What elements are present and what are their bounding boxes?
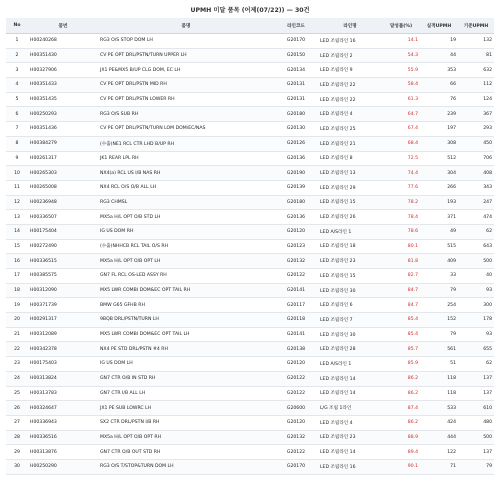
- table-row[interactable]: [6, 327, 494, 342]
- achievement-rate: 85.7: [382, 342, 420, 357]
- line-code: G20132: [274, 430, 318, 445]
- table-row[interactable]: [6, 107, 494, 122]
- part-no: H00250293: [28, 107, 98, 122]
- achievement-rate: 54.3: [382, 48, 420, 63]
- line-name: LED 조립라인 8: [318, 151, 382, 166]
- achievement-rate: 64.7: [382, 107, 420, 122]
- table-row[interactable]: [6, 371, 494, 386]
- part-no: H00371739: [28, 298, 98, 313]
- line-name: LED 조립라인 4: [318, 107, 382, 122]
- achievement-rate: 82.7: [382, 269, 420, 284]
- actual-upmh: 424: [420, 415, 458, 430]
- achievement-rate: 78.6: [382, 224, 420, 239]
- actual-upmh: 33: [420, 269, 458, 284]
- table-row[interactable]: [6, 357, 494, 372]
- achievement-rate: 80.1: [382, 239, 420, 254]
- achievement-rate: 84.7: [382, 283, 420, 298]
- standard-upmh: 500: [458, 254, 494, 269]
- standard-upmh: 632: [458, 63, 494, 78]
- line-code: G20190: [274, 166, 318, 181]
- line-code: G20150: [274, 48, 318, 63]
- line-code: G20141: [274, 327, 318, 342]
- line-code: G20170: [274, 459, 318, 474]
- table-row[interactable]: [6, 415, 494, 430]
- part-name: MX5 LWR COMBI DOM&EC OPT TAIL LH: [98, 327, 274, 342]
- row-no: 20: [6, 313, 28, 328]
- part-no: H00342378: [28, 342, 98, 357]
- achievement-rate: 90.1: [382, 459, 420, 474]
- part-name: RG3 O/S STOP DOM LH: [98, 34, 274, 49]
- row-no: 9: [6, 151, 28, 166]
- table-row[interactable]: [6, 195, 494, 210]
- line-code: G20136: [274, 210, 318, 225]
- line-name: LED 조립라인 14: [318, 386, 382, 401]
- actual-upmh: 79: [420, 283, 458, 298]
- part-no: H00324647: [28, 401, 98, 416]
- table-row[interactable]: [6, 313, 494, 328]
- part-name: GN7 CTR I/B ALL LH: [98, 386, 274, 401]
- achievement-rate: 55.9: [382, 63, 420, 78]
- line-name: LED 조립라인 4: [318, 415, 382, 430]
- part-no: H00261317: [28, 151, 98, 166]
- actual-upmh: 239: [420, 107, 458, 122]
- line-name: LED 조립라인 15: [318, 195, 382, 210]
- actual-upmh: 561: [420, 342, 458, 357]
- standard-upmh: 132: [458, 34, 494, 49]
- col-header-line-code[interactable]: 라인코드: [274, 18, 318, 34]
- line-name: LED 조립라인 26: [318, 210, 382, 225]
- row-no: 11: [6, 180, 28, 195]
- table-row[interactable]: [6, 151, 494, 166]
- achievement-rate: 86.2: [382, 415, 420, 430]
- part-name: (수출)NE1 RCL CTR LHD B/UP RH: [98, 136, 274, 151]
- actual-upmh: 197: [420, 122, 458, 137]
- actual-upmh: 512: [420, 151, 458, 166]
- row-no: 30: [6, 459, 28, 474]
- achievement-rate: 58.4: [382, 78, 420, 93]
- part-name: BMW G65 GFHB RH: [98, 298, 274, 313]
- line-code: G20139: [274, 180, 318, 195]
- standard-upmh: 293: [458, 122, 494, 137]
- part-name: CV PE OPT DRL/PSTN/TURN LOM DOM/EC/NAS: [98, 122, 274, 137]
- standard-upmh: 247: [458, 195, 494, 210]
- actual-upmh: 44: [420, 48, 458, 63]
- row-no: 13: [6, 210, 28, 225]
- actual-upmh: 118: [420, 371, 458, 386]
- achievement-rate: 14.1: [382, 34, 420, 49]
- part-name: GN7 CTR O/B OUT STD RH: [98, 445, 274, 460]
- part-no: H00384279: [28, 136, 98, 151]
- actual-upmh: 515: [420, 239, 458, 254]
- line-name: LED 조립라인 23: [318, 430, 382, 445]
- line-code: G20120: [274, 415, 318, 430]
- table-row[interactable]: [6, 430, 494, 445]
- line-code: G20122: [274, 445, 318, 460]
- achievement-rate: 67.4: [382, 122, 420, 137]
- part-name: 9BQB DRL/PSTN/TURN LH: [98, 313, 274, 328]
- line-code: G20136: [274, 151, 318, 166]
- standard-upmh: 610: [458, 401, 494, 416]
- line-name: LED 조립라인 15: [318, 269, 382, 284]
- line-name: LED 조립라인 21: [318, 136, 382, 151]
- actual-upmh: 122: [420, 445, 458, 460]
- part-name: MX5 LWR COMBI DOM&EC OPT TAIL RH: [98, 283, 274, 298]
- line-name: LED 조립라인 9: [318, 63, 382, 78]
- table-row[interactable]: [6, 283, 494, 298]
- part-no: H00291317: [28, 313, 98, 328]
- part-no: H00175403: [28, 357, 98, 372]
- part-no: H00336507: [28, 210, 98, 225]
- actual-upmh: 304: [420, 166, 458, 181]
- actual-upmh: 66: [420, 78, 458, 93]
- achievement-rate: 84.7: [382, 298, 420, 313]
- standard-upmh: 500: [458, 430, 494, 445]
- upmh-table: [6, 18, 494, 475]
- row-no: 17: [6, 269, 28, 284]
- part-name: RG3 O/S T/STOP&TURN DOM LH: [98, 459, 274, 474]
- achievement-rate: 85.9: [382, 357, 420, 372]
- table-row[interactable]: [6, 298, 494, 313]
- table-row[interactable]: [6, 386, 494, 401]
- line-name: LED 조립라인 7: [318, 313, 382, 328]
- line-code: G20600: [274, 401, 318, 416]
- standard-upmh: 367: [458, 107, 494, 122]
- row-no: 10: [6, 166, 28, 181]
- line-name: LED 조립라인 14: [318, 371, 382, 386]
- line-code: G20141: [274, 283, 318, 298]
- line-code: G20170: [274, 34, 318, 49]
- part-no: H00250290: [28, 459, 98, 474]
- line-name: LED 조립라인 16: [318, 459, 382, 474]
- part-name: IG US DOM RH: [98, 224, 274, 239]
- standard-upmh: 450: [458, 136, 494, 151]
- part-name: CV PE OPT DRL/PSTN/TURN UPPER LH: [98, 48, 274, 63]
- line-code: G20117: [274, 298, 318, 313]
- row-no: 1: [6, 34, 28, 49]
- achievement-rate: 68.4: [382, 136, 420, 151]
- part-no: H00236948: [28, 195, 98, 210]
- line-name: LED A/S라인 1: [318, 357, 382, 372]
- achievement-rate: 87.4: [382, 401, 420, 416]
- line-code: G20122: [274, 371, 318, 386]
- part-no: H00175404: [28, 224, 98, 239]
- standard-upmh: 79: [458, 459, 494, 474]
- part-no: H00272490: [28, 239, 98, 254]
- col-header-part-name[interactable]: 품명: [98, 18, 274, 34]
- standard-upmh: 124: [458, 92, 494, 107]
- part-name: CV PE OPT DRL/PSTN MID RH: [98, 78, 274, 93]
- row-no: 27: [6, 415, 28, 430]
- table-row[interactable]: [6, 239, 494, 254]
- standard-upmh: 62: [458, 224, 494, 239]
- standard-upmh: 81: [458, 48, 494, 63]
- table-row[interactable]: [6, 224, 494, 239]
- part-no: H00351433: [28, 78, 98, 93]
- achievement-rate: 61.3: [382, 92, 420, 107]
- part-name: NX4 PE STD DRL/PSTN #4 RH: [98, 342, 274, 357]
- row-no: 5: [6, 92, 28, 107]
- line-code: G20131: [274, 92, 318, 107]
- part-name: (수출)NHHCB RCL TAIL O/S RH: [98, 239, 274, 254]
- standard-upmh: 137: [458, 386, 494, 401]
- row-no: 22: [6, 342, 28, 357]
- part-name: RG3 O/S SUB RH: [98, 107, 274, 122]
- actual-upmh: 353: [420, 63, 458, 78]
- part-name: JX1 PE SUB LOWRC LH: [98, 401, 274, 416]
- part-name: MX5a H/L OPT O/B OPT LH: [98, 254, 274, 269]
- actual-upmh: 409: [420, 254, 458, 269]
- table-row[interactable]: [6, 401, 494, 416]
- part-no: H00336943: [28, 415, 98, 430]
- table-header-row: [6, 18, 494, 34]
- line-code: G20130: [274, 122, 318, 137]
- actual-upmh: 308: [420, 136, 458, 151]
- actual-upmh: 49: [420, 224, 458, 239]
- row-no: 23: [6, 357, 28, 372]
- standard-upmh: 300: [458, 298, 494, 313]
- part-no: H00336515: [28, 254, 98, 269]
- table-row[interactable]: [6, 34, 494, 49]
- actual-upmh: 266: [420, 180, 458, 195]
- achievement-rate: 77.6: [382, 180, 420, 195]
- standard-upmh: 137: [458, 371, 494, 386]
- part-no: H00385575: [28, 269, 98, 284]
- standard-upmh: 93: [458, 327, 494, 342]
- part-no: H00313824: [28, 371, 98, 386]
- part-name: NX4 RCL O/S O/B ALL LH: [98, 180, 274, 195]
- row-no: 21: [6, 327, 28, 342]
- col-header-part-no[interactable]: 품번: [28, 18, 98, 34]
- table-row[interactable]: [6, 136, 494, 151]
- line-code: G20132: [274, 254, 318, 269]
- part-no: H00313876: [28, 445, 98, 460]
- standard-upmh: 93: [458, 283, 494, 298]
- col-header-achievement[interactable]: 달성률(%): [382, 18, 420, 34]
- line-code: G20123: [274, 239, 318, 254]
- table-row[interactable]: [6, 166, 494, 181]
- standard-upmh: 112: [458, 78, 494, 93]
- actual-upmh: 79: [420, 327, 458, 342]
- standard-upmh: 62: [458, 357, 494, 372]
- part-name: JX1 PE&MX5 B/UP CLG DOM, EC LH: [98, 63, 274, 78]
- table-row[interactable]: [6, 445, 494, 460]
- line-code: G20126: [274, 136, 318, 151]
- part-name: RG3 CHMSL: [98, 195, 274, 210]
- line-code: G20131: [274, 78, 318, 93]
- line-code: G20138: [274, 342, 318, 357]
- row-no: 4: [6, 78, 28, 93]
- standard-upmh: 706: [458, 151, 494, 166]
- standard-upmh: 655: [458, 342, 494, 357]
- standard-upmh: 480: [458, 415, 494, 430]
- row-no: 6: [6, 107, 28, 122]
- table-row[interactable]: [6, 342, 494, 357]
- part-name: SX2 CTR DRL/PSTN I/B RH: [98, 415, 274, 430]
- actual-upmh: 76: [420, 92, 458, 107]
- part-name: CV PE OPT DRL/PSTN LOWER RH: [98, 92, 274, 107]
- standard-upmh: 474: [458, 210, 494, 225]
- achievement-rate: 86.2: [382, 371, 420, 386]
- line-name: LED 조립라인 2: [318, 48, 382, 63]
- line-name: LED 조립라인 18: [318, 239, 382, 254]
- part-no: H00312090: [28, 283, 98, 298]
- standard-upmh: 137: [458, 445, 494, 460]
- row-no: 14: [6, 224, 28, 239]
- actual-upmh: 371: [420, 210, 458, 225]
- table-row[interactable]: [6, 122, 494, 137]
- line-name: LED 조립라인 22: [318, 92, 382, 107]
- part-no: H00265303: [28, 166, 98, 181]
- standard-upmh: 178: [458, 313, 494, 328]
- row-no: 29: [6, 445, 28, 460]
- part-no: H00327906: [28, 63, 98, 78]
- table-row[interactable]: [6, 92, 494, 107]
- row-no: 2: [6, 48, 28, 63]
- line-name: LED 조립라인 28: [318, 342, 382, 357]
- part-no: H00351430: [28, 48, 98, 63]
- table-row[interactable]: [6, 269, 494, 284]
- standard-upmh: 643: [458, 239, 494, 254]
- actual-upmh: 444: [420, 430, 458, 445]
- row-no: 19: [6, 298, 28, 313]
- table-row[interactable]: [6, 78, 494, 93]
- actual-upmh: 118: [420, 386, 458, 401]
- part-name: NX4(a) RCL US I/B NAS RH: [98, 166, 274, 181]
- col-header-standard-upmh[interactable]: 기준UPMH: [458, 18, 494, 34]
- actual-upmh: 193: [420, 195, 458, 210]
- table-row[interactable]: [6, 180, 494, 195]
- row-no: 16: [6, 254, 28, 269]
- line-name: LED 조립라인 14: [318, 445, 382, 460]
- line-name: LED 조립라인 13: [318, 166, 382, 181]
- row-no: 25: [6, 386, 28, 401]
- standard-upmh: 40: [458, 269, 494, 284]
- row-no: 8: [6, 136, 28, 151]
- part-no: H00351435: [28, 92, 98, 107]
- table-row[interactable]: [6, 254, 494, 269]
- achievement-rate: 85.4: [382, 313, 420, 328]
- actual-upmh: 254: [420, 298, 458, 313]
- achievement-rate: 85.4: [382, 327, 420, 342]
- row-no: 12: [6, 195, 28, 210]
- part-name: JK1 REAR LPL RH: [98, 151, 274, 166]
- col-header-no[interactable]: No: [6, 18, 28, 34]
- achievement-rate: 74.4: [382, 166, 420, 181]
- part-name: IG US DOM LH: [98, 357, 274, 372]
- line-code: G20118: [274, 313, 318, 328]
- row-no: 26: [6, 401, 28, 416]
- actual-upmh: 152: [420, 313, 458, 328]
- row-no: 24: [6, 371, 28, 386]
- part-no: H00313783: [28, 386, 98, 401]
- line-code: G20180: [274, 195, 318, 210]
- standard-upmh: 343: [458, 180, 494, 195]
- achievement-rate: 86.2: [382, 386, 420, 401]
- line-name: LED 조립라인 30: [318, 283, 382, 298]
- line-name: LED 조립라인 30: [318, 327, 382, 342]
- part-no: H00312089: [28, 327, 98, 342]
- actual-upmh: 19: [420, 34, 458, 49]
- standard-upmh: 408: [458, 166, 494, 181]
- part-no: H00265008: [28, 180, 98, 195]
- achievement-rate: 72.5: [382, 151, 420, 166]
- table-row[interactable]: [6, 459, 494, 474]
- line-name: LED 조립라인 6: [318, 298, 382, 313]
- achievement-rate: 88.9: [382, 430, 420, 445]
- line-name: LED 조립라인 29: [318, 180, 382, 195]
- line-code: G20122: [274, 386, 318, 401]
- page-title: UPMH 미달 품목 (어제(07/22)) — 30건: [190, 7, 310, 14]
- row-no: 15: [6, 239, 28, 254]
- line-name: LED 조립라인 23: [318, 254, 382, 269]
- achievement-rate: 81.8: [382, 254, 420, 269]
- actual-upmh: 71: [420, 459, 458, 474]
- part-name: MX5a H/L OPT O/B OPT RH: [98, 430, 274, 445]
- col-header-actual-upmh[interactable]: 실적UPMH: [420, 18, 458, 34]
- part-no: H00336516: [28, 430, 98, 445]
- line-name: L/G 조립 1라인: [318, 401, 382, 416]
- part-name: GN7 CTR O/B IN STD RH: [98, 371, 274, 386]
- part-name: MX5a H/L OPT O/B STD LH: [98, 210, 274, 225]
- line-code: G20120: [274, 357, 318, 372]
- actual-upmh: 51: [420, 357, 458, 372]
- line-name: LED 조립라인 16: [318, 34, 382, 49]
- line-name: LED 조립라인 22: [318, 78, 382, 93]
- line-code: G20120: [274, 224, 318, 239]
- achievement-rate: 89.4: [382, 445, 420, 460]
- line-name: LED A/S라인 1: [318, 224, 382, 239]
- row-no: 7: [6, 122, 28, 137]
- part-name: GN7 FL RCL OS-LED ASSY RH: [98, 269, 274, 284]
- line-code: G20180: [274, 107, 318, 122]
- part-no: H00351436: [28, 122, 98, 137]
- row-no: 3: [6, 63, 28, 78]
- row-no: 28: [6, 430, 28, 445]
- part-no: H00240268: [28, 34, 98, 49]
- line-code: G20134: [274, 63, 318, 78]
- actual-upmh: 533: [420, 401, 458, 416]
- achievement-rate: 78.4: [382, 210, 420, 225]
- line-code: G20122: [274, 269, 318, 284]
- table-row[interactable]: [6, 210, 494, 225]
- achievement-rate: 78.2: [382, 195, 420, 210]
- table-row[interactable]: [6, 63, 494, 78]
- table-row[interactable]: [6, 48, 494, 63]
- line-name: LED 조립라인 25: [318, 122, 382, 137]
- col-header-line-name[interactable]: 라인명: [318, 18, 382, 34]
- row-no: 18: [6, 283, 28, 298]
